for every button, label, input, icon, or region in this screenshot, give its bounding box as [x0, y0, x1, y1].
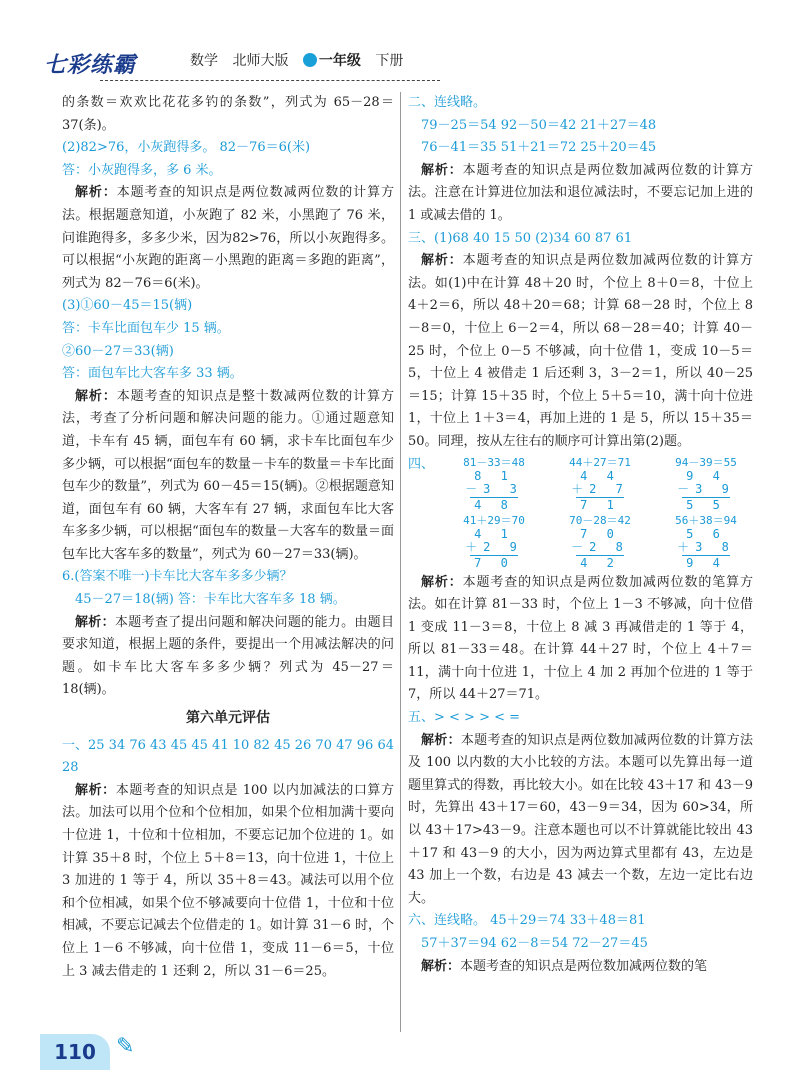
- paragraph: 答：卡车比面包车少 15 辆。: [62, 320, 230, 336]
- pencil-icon: ✎: [116, 1034, 135, 1059]
- paragraph: (2)82>76，小灰跑得多。 82－76＝6(米): [62, 140, 311, 156]
- paragraph: 答：面包车比大客车多 33 辆。: [62, 366, 243, 382]
- analysis-label: 解析：: [421, 162, 463, 178]
- calc-caption: 44＋27＝71: [569, 455, 631, 469]
- paragraph: 解析：本题考查的知识点是两位数加减两位数的计算方法。如(1)中在计算 48＋20 时，个位上 8＋0＝8，十位上 4＋2＝6，所以 48＋20＝68；计算 68－28 时，个位上 8－8＝0，十位上 6－2＝4，所以 68－28＝40；计算 40－25 时，个位上 0－5 不够减，向十位借 1，变成 10－5＝5，十位上 4 被借走 1 后还剩 3，3－2＝1，所以 40－25＝15；计算 15＋35 时，个位上 5＋5＝10，满十向十位进 1，十位上 1＋3＝4，再加上进的 1 是 5，所以 15＋35＝50。同理，按从左往右的顺序可计算出第(2)题。: [408, 253, 753, 449]
- grade-dot-icon: [303, 53, 317, 67]
- vertical-row-1: [448, 456, 752, 512]
- paragraph: 二、连线略。: [408, 95, 487, 110]
- vertical-calc: [554, 456, 646, 512]
- calc-operand: 7 0: [580, 526, 620, 541]
- column-divider: [400, 92, 401, 1032]
- calc-operand: 9 4: [686, 468, 726, 483]
- vertical-calc: [448, 456, 540, 512]
- calc-operand: 4 1: [474, 526, 514, 541]
- paragraph: 解析：本题考查的知识点是两位数加减两位数的笔算方法。如在计算 81－33 时，个位上 1－3 不够减，向十位借 1 变成 11－3＝8，十位上 8 减 3 再减借走的 1 等于 4，所以 81－33＝48。在计算 44＋27 时，个位上 4＋7＝11，满十向十位进 1，十位上 4 加 2 再加个位进的 1 等于 7，所以 44＋27＝71。: [408, 574, 753, 703]
- right-column: [408, 92, 753, 978]
- calc-caption: 94－39＝55: [675, 455, 737, 469]
- left-paragraphs: [62, 92, 394, 702]
- paragraph: 三、(1)68 40 15 50 (2)34 60 87 61: [408, 230, 633, 246]
- paragraph: (3)①60－45＝15(辆): [62, 298, 193, 314]
- calc-operand: ＋2 9: [465, 539, 523, 554]
- analysis-label: 解析：: [75, 185, 117, 201]
- vertical-calc: [554, 514, 646, 570]
- paragraph: 解析：本题考查的知识点是两位数减两位数的计算方法。根据题意知道，小灰跑了 82 米，小黑跑了 76 米，问谁跑得多，多多少米，因为82>76，所以小灰跑得多。可以根据“小灰跑的距离－小黑跑的距离＝多跑的距离”，列式为 82－76＝6(米)。: [62, 185, 394, 291]
- paragraph: ②60－27＝33(辆): [62, 343, 174, 359]
- analysis-label: 解析：: [421, 253, 463, 269]
- page-header: [40, 40, 420, 90]
- paragraph: 解析：本题考查的知识点是两位数加减两位数的计算方法。注意在计算进位加法和退位减法时，不要忘记加上进的 1 或减去借的 1。: [408, 162, 753, 223]
- analysis-label: 解析：: [421, 574, 463, 590]
- edition-label: 北师大版: [232, 53, 289, 69]
- calc-operand: －3 9: [677, 481, 735, 496]
- analysis-label: 解析：: [421, 732, 461, 748]
- paragraph: 解析：本题考查的知识点是整十数减两位数的计算方法，考查了分析问题和解决问题的能力。①通过题意知道，卡车有 45 辆，面包车有 60 辆，求卡车比面包车少多少辆，可以根据“面包车的数量－卡车的数量＝卡车比面包车少的数量”，列式为 60－45＝15(辆)。②根据题意知道，面包车有 60 辆，大客车有 27 辆，求面包车比大客车多多少辆，可以根据“面包车的数量－大客车的数量＝面包车比大客车多的数量”，列式为 60－27＝33(辆)。: [62, 388, 394, 562]
- paragraph: 45－27＝18(辆) 答：卡车比大客车多 18 辆。: [75, 592, 346, 608]
- paragraph: 6.(答案不唯一)卡车比大客车多多少辆？: [62, 569, 293, 585]
- paragraph: 的条数＝欢欢比花花多钓的条数”，列式为 65－28＝37(条)。: [62, 95, 394, 133]
- analysis-label: 解析：: [421, 958, 461, 974]
- grade-label: 一年级: [303, 53, 361, 69]
- subject-label: 数学: [190, 53, 218, 69]
- analysis-label: 解析：: [75, 388, 117, 404]
- left-paragraphs-2: [62, 735, 394, 984]
- calc-caption: 70－28＝42: [569, 513, 631, 527]
- paragraph: 79－25＝54 92－50＝42 21＋27＝48: [421, 117, 657, 133]
- paragraph: 解析：本题考查的知识点是两位数加减两位数的笔: [421, 958, 708, 974]
- paragraph: 六、连线略。 45＋29＝74 33＋48＝81: [408, 913, 646, 929]
- header-divider: [100, 80, 440, 81]
- calc-result: 4 8: [474, 497, 514, 512]
- page-footer: [40, 1030, 160, 1070]
- paragraph: 57＋37＝94 62－8＝54 72－27＝45: [421, 936, 648, 951]
- calc-operand: 8 1: [474, 468, 514, 483]
- calc-result: 9 4: [686, 555, 726, 570]
- term-label: 下册: [375, 53, 404, 69]
- vertical-calc: [448, 514, 540, 570]
- analysis-label: 解析：: [75, 614, 115, 630]
- book-info: [190, 50, 413, 70]
- vertical-calc: [660, 456, 752, 512]
- calc-result: 5 5: [686, 497, 726, 512]
- calc-caption: 81－33＝48: [463, 455, 525, 469]
- section-four-label: 四、: [408, 456, 435, 472]
- vertical-row-2: [448, 514, 752, 570]
- calc-operand: 5 6: [686, 526, 726, 541]
- paragraph: 解析：本题考查的知识点是两位数加减两位数的计算方法及 100 以内数的大小比较的方法。本题可以先算出每一道题里算式的得数，再比较大小。如在比较 43＋17 和 43－9 时，先算出 43＋17＝60，43－9＝34，因为 60>34，所以 43＋17>43－9。注意本题也可以不计算就能比较出 43＋17 和 43－9 的大小，因为两边算式里都有 43，左边是 43 加上一个数，右边是 43 减去一个数，左边一定比右边大。: [408, 732, 753, 906]
- calc-result: 4 2: [580, 555, 620, 570]
- paragraph: 解析：本题考查了提出问题和解决问题的能力。由题目要求知道，根据上题的条件，要提出一个用减法解决的问题。如卡车比大客车多多少辆？列式为 45－27＝18(辆)。: [62, 614, 394, 698]
- calc-result: 7 1: [580, 497, 620, 512]
- page-number: 110: [40, 1034, 110, 1070]
- calc-operand: 4 4: [580, 468, 620, 483]
- paragraph: 五、> < > > < =: [408, 710, 521, 726]
- calc-operand: －3 3: [465, 481, 523, 496]
- right-paragraphs-2: [408, 572, 753, 979]
- calc-result: 7 0: [474, 555, 514, 570]
- calc-caption: 56＋38＝94: [675, 513, 737, 527]
- paragraph: 76－41＝35 51＋21＝72 25＋20＝45: [421, 140, 657, 156]
- vertical-calc: [660, 514, 752, 570]
- vertical-calculations: [408, 454, 753, 572]
- paragraph: 解析：本题考查的知识点是 100 以内加减法的口算方法。加法可以用个位和个位相加，如果个位相加满十要向十位进 1，十位和十位相加，不要忘记加个位进的 1。如计算 35＋8 时，个位上 5＋8＝13，向十位进 1，十位上 3 加进的 1 等于 4，所以 35＋8＝43。减法可以用个位和个位相减，如果个位不够减要向十位借 1，十位和十位相减，不要忘记减去个位借走的 1。如计算 31－6 时，个位上 1－6 不够减，向十位借 1，变成 11－6＝5，十位上 3 减去借走的 1 还剩 2，所以 31－6＝25。: [62, 782, 394, 979]
- calc-caption: 41＋29＝70: [463, 513, 525, 527]
- unit-title: 第六单元评估: [186, 710, 270, 727]
- calc-operand: ＋2 7: [571, 481, 629, 496]
- paragraph: 一、25 34 76 43 45 45 41 10 82 45 26 70 47 96 64 28: [62, 737, 394, 776]
- brand-logo: 七彩练霸: [44, 53, 137, 78]
- right-paragraphs: [408, 92, 753, 454]
- paragraph: 答：小灰跑得多，多 6 米。: [62, 162, 222, 178]
- left-column: [62, 92, 394, 983]
- calc-operand: ＋3 8: [677, 539, 735, 554]
- analysis-label: 解析：: [75, 782, 116, 798]
- calc-operand: －2 8: [571, 539, 629, 554]
